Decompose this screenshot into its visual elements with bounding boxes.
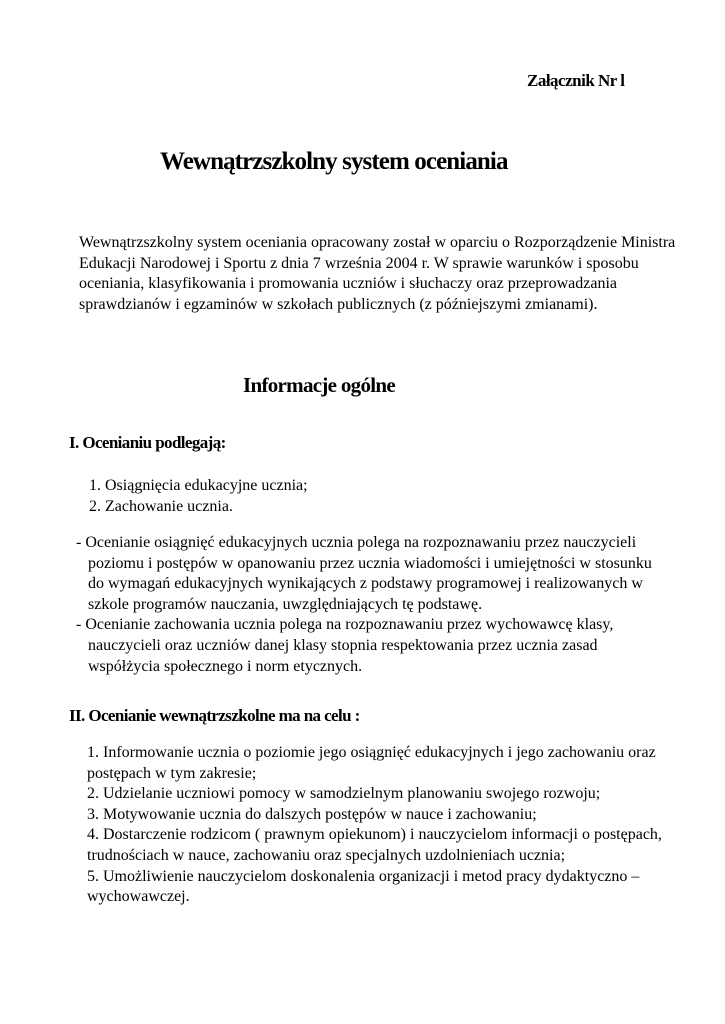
list-item: 1. Informowanie ucznia o poziomie jego osiągnięć edukacyjnych i jego zachowaniu oraz postępach w tym zakresie; bbox=[87, 744, 656, 782]
list-item: 1. Osiągnięcia edukacyjne ucznia; bbox=[89, 477, 308, 494]
list-item: 4. Dostarczenie rodzicom ( prawnym opiekunom) i nauczycielom informacji o postępach, trudnościach w nauce, zachowaniu oraz specjalnych uzdolnieniach ucznia; bbox=[87, 826, 662, 864]
intro-paragraph: Wewnątrzszkolny system oceniania opracowany został w oparciu o Rozporządzenie Ministra Edukacji Narodowej i Sportu z dnia 7 września 2004 r. W sprawie warunków i sposobu oceniania, klasyfikowania i promowania uczniów i słuchaczy oraz przeprowadzania sprawdzianów i egzaminów w szkołach publicznych (z późniejszymi zmianami). bbox=[79, 234, 676, 313]
list-item: 3. Motywowanie ucznia do dalszych postępów w nauce i zachowaniu; bbox=[87, 805, 537, 823]
note-item: - Ocenianie zachowania ucznia polega na rozpoznawaniu przez wychowawcę klasy, nauczycieli oraz uczniów danej klasy stopnia respektowania przez ucznia zasad współżycia społecznego i norm etycznych. bbox=[76, 616, 614, 675]
list-item: 2. Zachowanie ucznia. bbox=[89, 497, 233, 515]
annex-label: Załącznik Nr l bbox=[527, 71, 625, 90]
document-title: Wewnątrzszkolny system oceniania bbox=[160, 148, 508, 175]
section1-list bbox=[89, 476, 308, 517]
section2-list bbox=[87, 743, 687, 908]
section1-heading: I. Ocenianiu podlegają: bbox=[69, 433, 226, 452]
section-subtitle: Informacje ogólne bbox=[243, 373, 395, 397]
note-item: - Ocenianie osiągnięć edukacyjnych ucznia polega na rozpoznawaniu przez nauczycieli poziomu i postępów w opanowaniu przez ucznia wiadomości i umiejętności w stosunku do wymagań edukacyjnych wynikających z podstawy programowej i realizowanych w szkole programów nauczania, uwzględniających tę podstawę. bbox=[76, 534, 652, 613]
list-item: 5. Umożliwienie nauczycielom doskonalenia organizacji i metod pracy dydaktyczno – wychowawczej. bbox=[87, 867, 640, 906]
section1-notes bbox=[68, 533, 668, 677]
section2-heading: II. Ocenianie wewnątrzszkolne ma na celu : bbox=[69, 706, 360, 725]
list-item: 2. Udzielanie uczniowi pomocy w samodzielnym planowaniu swojego rozwoju; bbox=[87, 785, 601, 803]
